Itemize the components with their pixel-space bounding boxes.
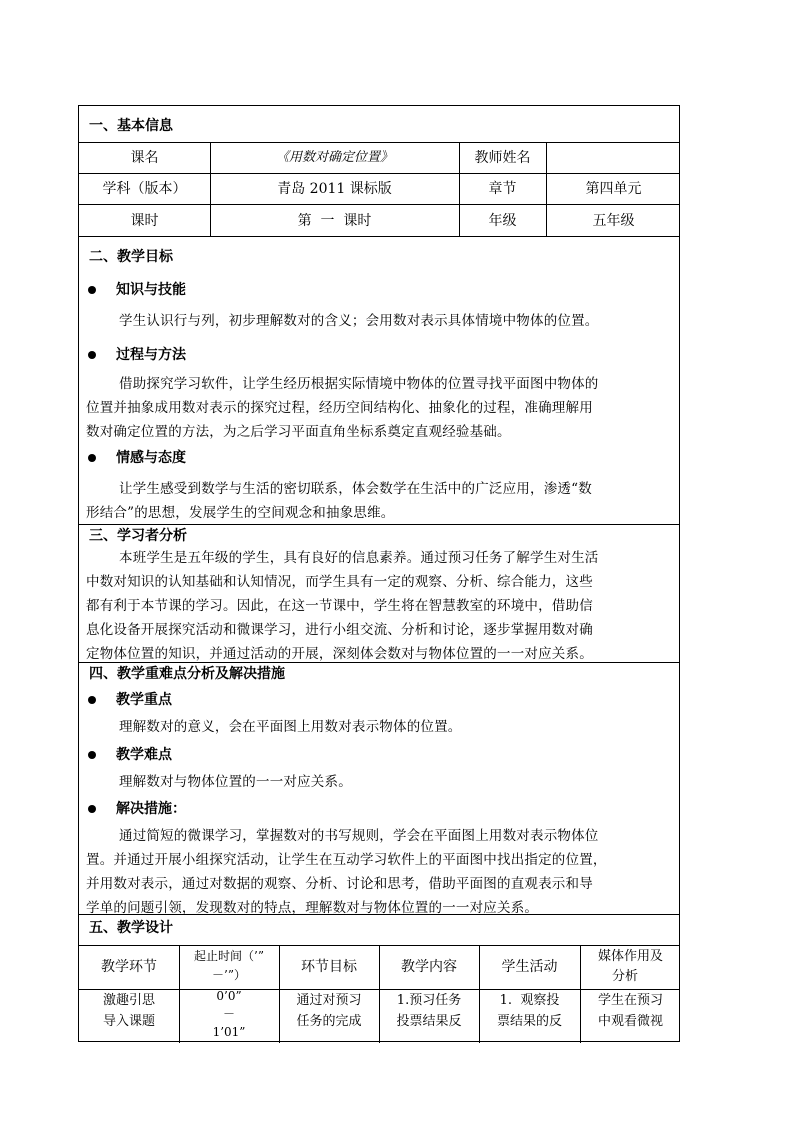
section5-title: 五、教学设计 [89, 920, 173, 936]
section4-title: 四、教学重难点分析及解决措施 [89, 666, 285, 682]
learner-line: 定物体位置的知识，并通过活动的开展，深刻体会数对与物体位置的一一对应关系。 [86, 646, 593, 662]
emotion-line: 让学生感受到数学与生活的密切联系，体会数学在生活中的广泛应用，渗透“数 [119, 481, 592, 497]
emotion-title: 情感与态度 [116, 450, 186, 466]
row1-stage-line2: 导入课题 [102, 1014, 155, 1029]
divider [79, 173, 679, 174]
grade-value: 五年级 [592, 213, 635, 229]
period-label: 课时 [130, 213, 159, 229]
divider [79, 204, 679, 205]
grade-label: 年级 [488, 213, 517, 229]
knowledge-text: 学生认识行与列，初步理解数对的含义；会用数对表示具体情境中物体的位置。 [119, 313, 599, 329]
subject-label: 学科（版本） [102, 181, 187, 197]
solution-line: 学单的问题引领，发现数对的特点，理解数对与物体位置的一一对应关系。 [86, 900, 539, 916]
row1-activity-line2: 票结果的反 [496, 1014, 562, 1029]
solution-line: 并用数对表示，通过对数据的观察、分析、讨论和思考，借助平面图的直观表示和导 [86, 876, 593, 892]
chapter-label: 章节 [488, 181, 517, 197]
row1-time-line2: － [222, 1007, 235, 1021]
learner-line: 息化设备开展探究活动和微课学习，进行小组交流、分析和讨论，逐步掌握用数对确 [86, 622, 593, 638]
bullet-icon [88, 696, 96, 704]
bullet-icon [88, 805, 96, 813]
row1-content-line1: 1.预习任务 [396, 993, 462, 1008]
document-frame [78, 105, 680, 1042]
section3-title: 三、学习者分析 [89, 528, 187, 544]
divider [79, 524, 679, 525]
solution-line: 置。并通过开展小组探究活动，让学生在互动学习软件上的平面图中找出指定的位置， [86, 852, 607, 868]
row1-time-line3: 1’01” [212, 1025, 246, 1039]
row1-media-line1: 学生在预习 [597, 993, 663, 1008]
difficult-title: 教学难点 [116, 747, 172, 763]
header-activity: 学生活动 [501, 959, 558, 975]
process-line: 借助探究学习软件，让学生经历根据实际情境中物体的位置寻找平面图中物体的 [119, 376, 599, 392]
knowledge-title: 知识与技能 [116, 282, 186, 298]
row1-stage-line1: 激趣引思 [102, 993, 155, 1008]
divider [79, 662, 679, 663]
header-stage: 教学环节 [101, 959, 157, 975]
chapter-value: 第四单元 [585, 181, 642, 197]
section1-title: 一、基本信息 [89, 118, 173, 134]
header-media-line2: 分析 [611, 969, 638, 984]
row1-goal-line2: 任务的完成 [296, 1014, 362, 1029]
process-title: 过程与方法 [116, 347, 186, 363]
learner-line: 中数对知识的认知基础和认知情况，而学生具有一定的观察、分析、综合能力，这些 [86, 574, 593, 590]
row1-activity-line1: 1. 观察投 [499, 993, 560, 1008]
divider [79, 236, 679, 237]
bullet-icon [88, 286, 96, 294]
emotion-line: 形结合”的思想，发展学生的空间观念和抽象思维。 [86, 505, 395, 521]
row1-media-line2: 中观看微视 [597, 1014, 663, 1029]
learner-line: 本班学生是五年级的学生，具有良好的信息素养。通过预习任务了解学生对生活 [119, 550, 599, 566]
difficult-text: 理解数对与物体位置的一一对应关系。 [119, 774, 352, 790]
section2-title: 二、教学目标 [89, 249, 173, 265]
process-line: 数对确定位置的方法，为之后学习平面直角坐标系奠定直观经验基础。 [86, 424, 511, 440]
header-time-line1: 起止时间（’” [194, 949, 264, 963]
key-text: 理解数对的意义，会在平面图上用数对表示物体的位置。 [119, 719, 462, 735]
header-goal: 环节目标 [301, 959, 357, 975]
divider [79, 914, 679, 915]
process-line: 位置并抽象成用数对表示的探究过程，经历空间结构化、抽象化的过程，准确理解用 [86, 400, 593, 416]
learner-line: 都有利于本节课的学习。因此，在这一节课中，学生将在智慧教室的环境中，借助信 [86, 598, 593, 614]
teacher-label: 教师姓名 [474, 150, 531, 166]
divider [79, 142, 679, 143]
solution-line: 通过简短的微课学习，掌握数对的书写规则，学会在平面图上用数对表示物体位 [119, 828, 599, 844]
course-label: 课名 [130, 150, 159, 166]
subject-value: 青岛 2011 课标版 [277, 181, 392, 197]
bullet-icon [88, 351, 96, 359]
row1-content-line2: 投票结果反 [396, 1014, 462, 1029]
row1-goal-line1: 通过对预习 [296, 993, 362, 1008]
row1-time-line1: 0’0” [216, 989, 242, 1003]
key-title: 教学重点 [116, 692, 172, 708]
header-media-line1: 媒体作用及 [597, 949, 663, 964]
header-content: 教学内容 [401, 959, 457, 975]
bullet-icon [88, 454, 96, 462]
solution-title: 解决措施： [116, 801, 186, 817]
bullet-icon [88, 751, 96, 759]
header-time-line2: －’”） [212, 968, 246, 982]
course-value: 《用数对确定位置》 [275, 150, 393, 165]
period-value: 第 一 课时 [297, 213, 372, 229]
